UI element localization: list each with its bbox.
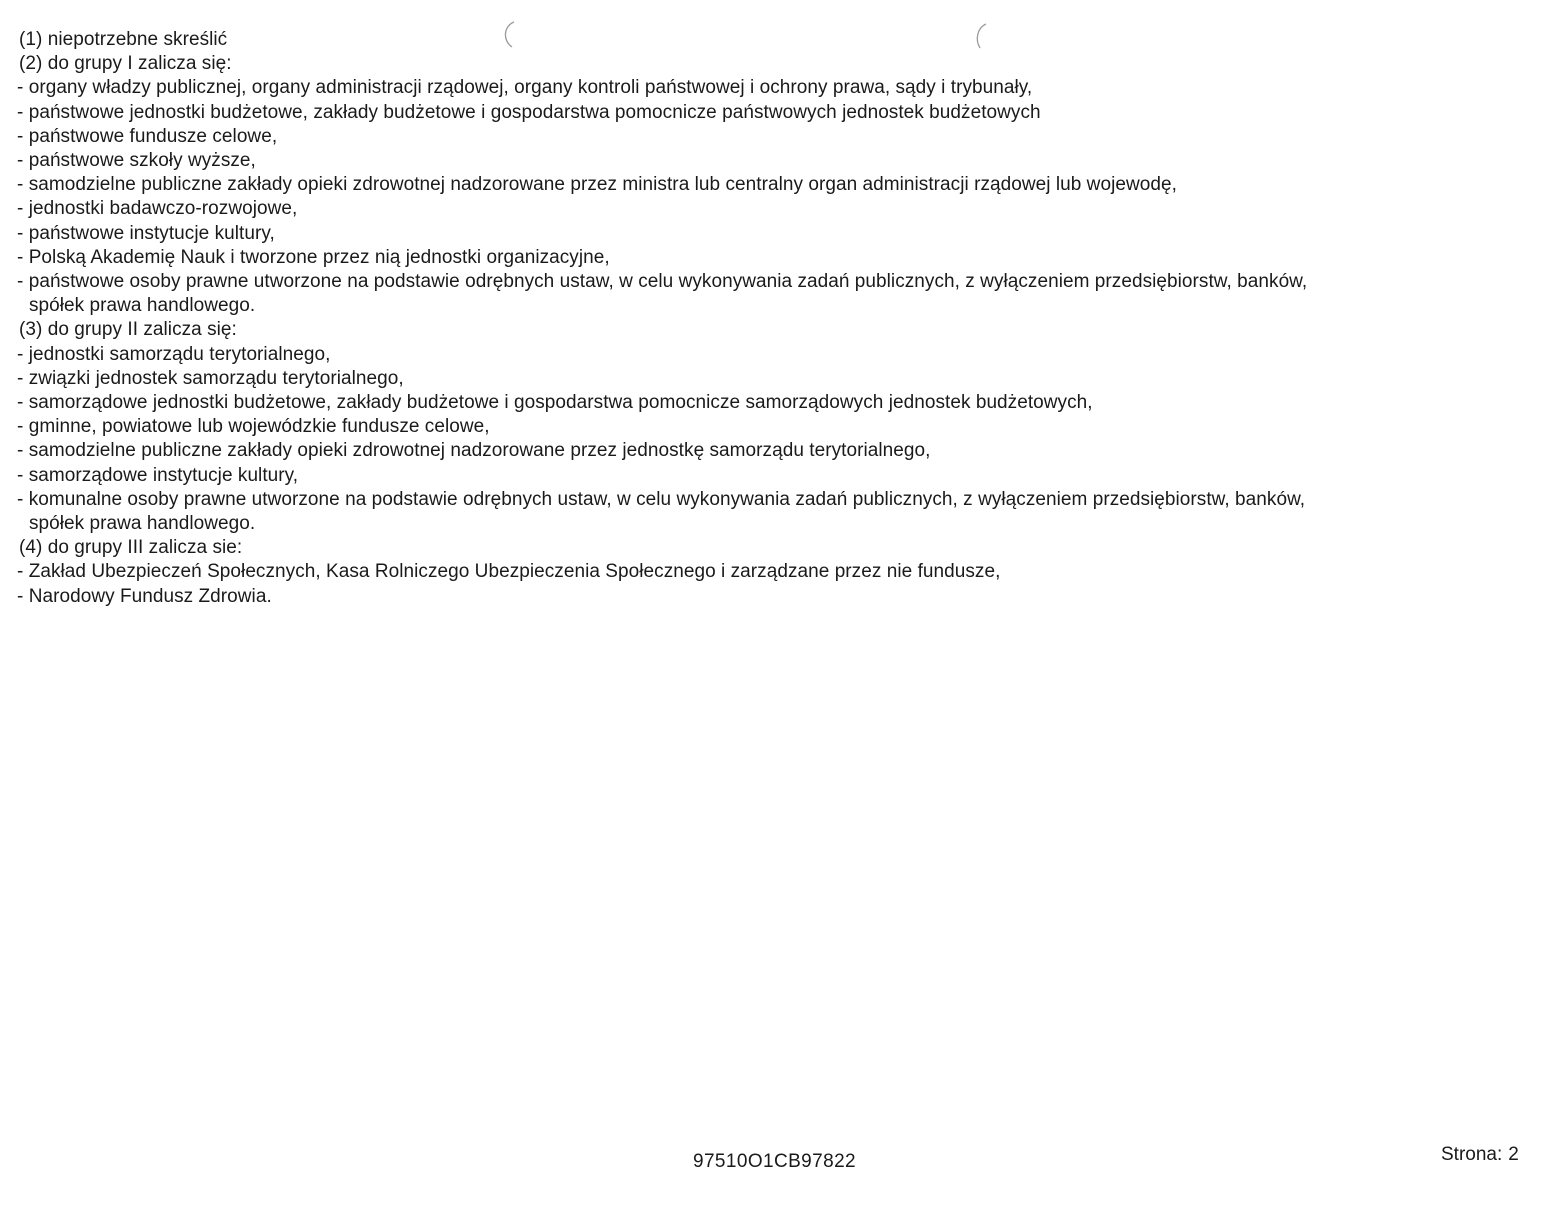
footnote-list-item: - państwowe fundusze celowe, (17, 125, 278, 147)
footnote-list-item: - samorządowe instytucje kultury, (17, 464, 299, 486)
footnote-list-item: - związki jednostek samorządu terytorialnego, (17, 367, 404, 389)
page-number-label (1441, 1144, 1519, 1166)
page-label: Strona: (1441, 1144, 1503, 1165)
footnote-list-item: - Polską Akademię Nauk i tworzone przez nią jednostki organizacyjne, (17, 246, 610, 268)
footnote-list-item: - komunalne osoby prawne utworzone na podstawie odrębnych ustaw, w celu wykonywania zadań publicznych, z wyłączeniem przedsiębiorstw, banków, (17, 488, 1306, 510)
footnote-list-item: - samodzielne publiczne zakłady opieki zdrowotnej nadzorowane przez ministra lub centralny organ administracji rządowej lub wojewodę, (17, 174, 1177, 196)
document-code: 97510O1CB97822 (693, 1151, 857, 1172)
footnote-list-item: - organy władzy publicznej, organy administracji rządowej, organy kontroli państwowej i ochrony prawa, sądy i trybunały, (17, 77, 1033, 99)
footnote-list-item: - samodzielne publiczne zakłady opieki zdrowotnej nadzorowane przez jednostkę samorządu terytorialnego, (17, 440, 931, 462)
footnote-list-item: - państwowe osoby prawne utworzone na podstawie odrębnych ustaw, w celu wykonywania zadań publicznych, z wyłączeniem przedsiębiorstw, banków, (17, 271, 1308, 293)
footnote-list-item: - Narodowy Fundusz Zdrowia. (17, 585, 272, 607)
footnote-list-item: - państwowe instytucje kultury, (17, 222, 275, 244)
footnotes-block (17, 28, 1517, 609)
footnote-line: (2) do grupy I zalicza się: (19, 53, 232, 75)
footnote-list-item: - Zakład Ubezpieczeń Społecznych, Kasa Rolniczego Ubezpieczenia Społecznego i zarządzane przez nie fundusze, (17, 561, 1001, 583)
footnote-line: (4) do grupy III zalicza sie: (19, 537, 243, 559)
footnote-list-item: - samorządowe jednostki budżetowe, zakłady budżetowe i gospodarstwa pomocnicze samorządowych jednostek budżetowych, (17, 392, 1093, 414)
footnote-continuation: spółek prawa handlowego. (29, 295, 256, 317)
footnote-list-item: - państwowe szkoły wyższe, (17, 150, 256, 172)
footnote-line: (3) do grupy II zalicza się: (19, 319, 237, 341)
footnote-list-item: - gminne, powiatowe lub wojewódzkie fundusze celowe, (17, 416, 490, 438)
footnote-list-item: - jednostki badawczo-rozwojowe, (17, 198, 298, 220)
footnote-list-item: - jednostki samorządu terytorialnego, (17, 343, 331, 365)
page-number: 2 (1508, 1144, 1519, 1165)
footnote-list-item: - państwowe jednostki budżetowe, zakłady budżetowe i gospodarstwa pomocnicze państwowych jednostek budżetowych (17, 101, 1041, 123)
footnote-continuation: spółek prawa handlowego. (29, 513, 256, 535)
footnote-line: (1) niepotrzebne skreślić (19, 29, 228, 50)
